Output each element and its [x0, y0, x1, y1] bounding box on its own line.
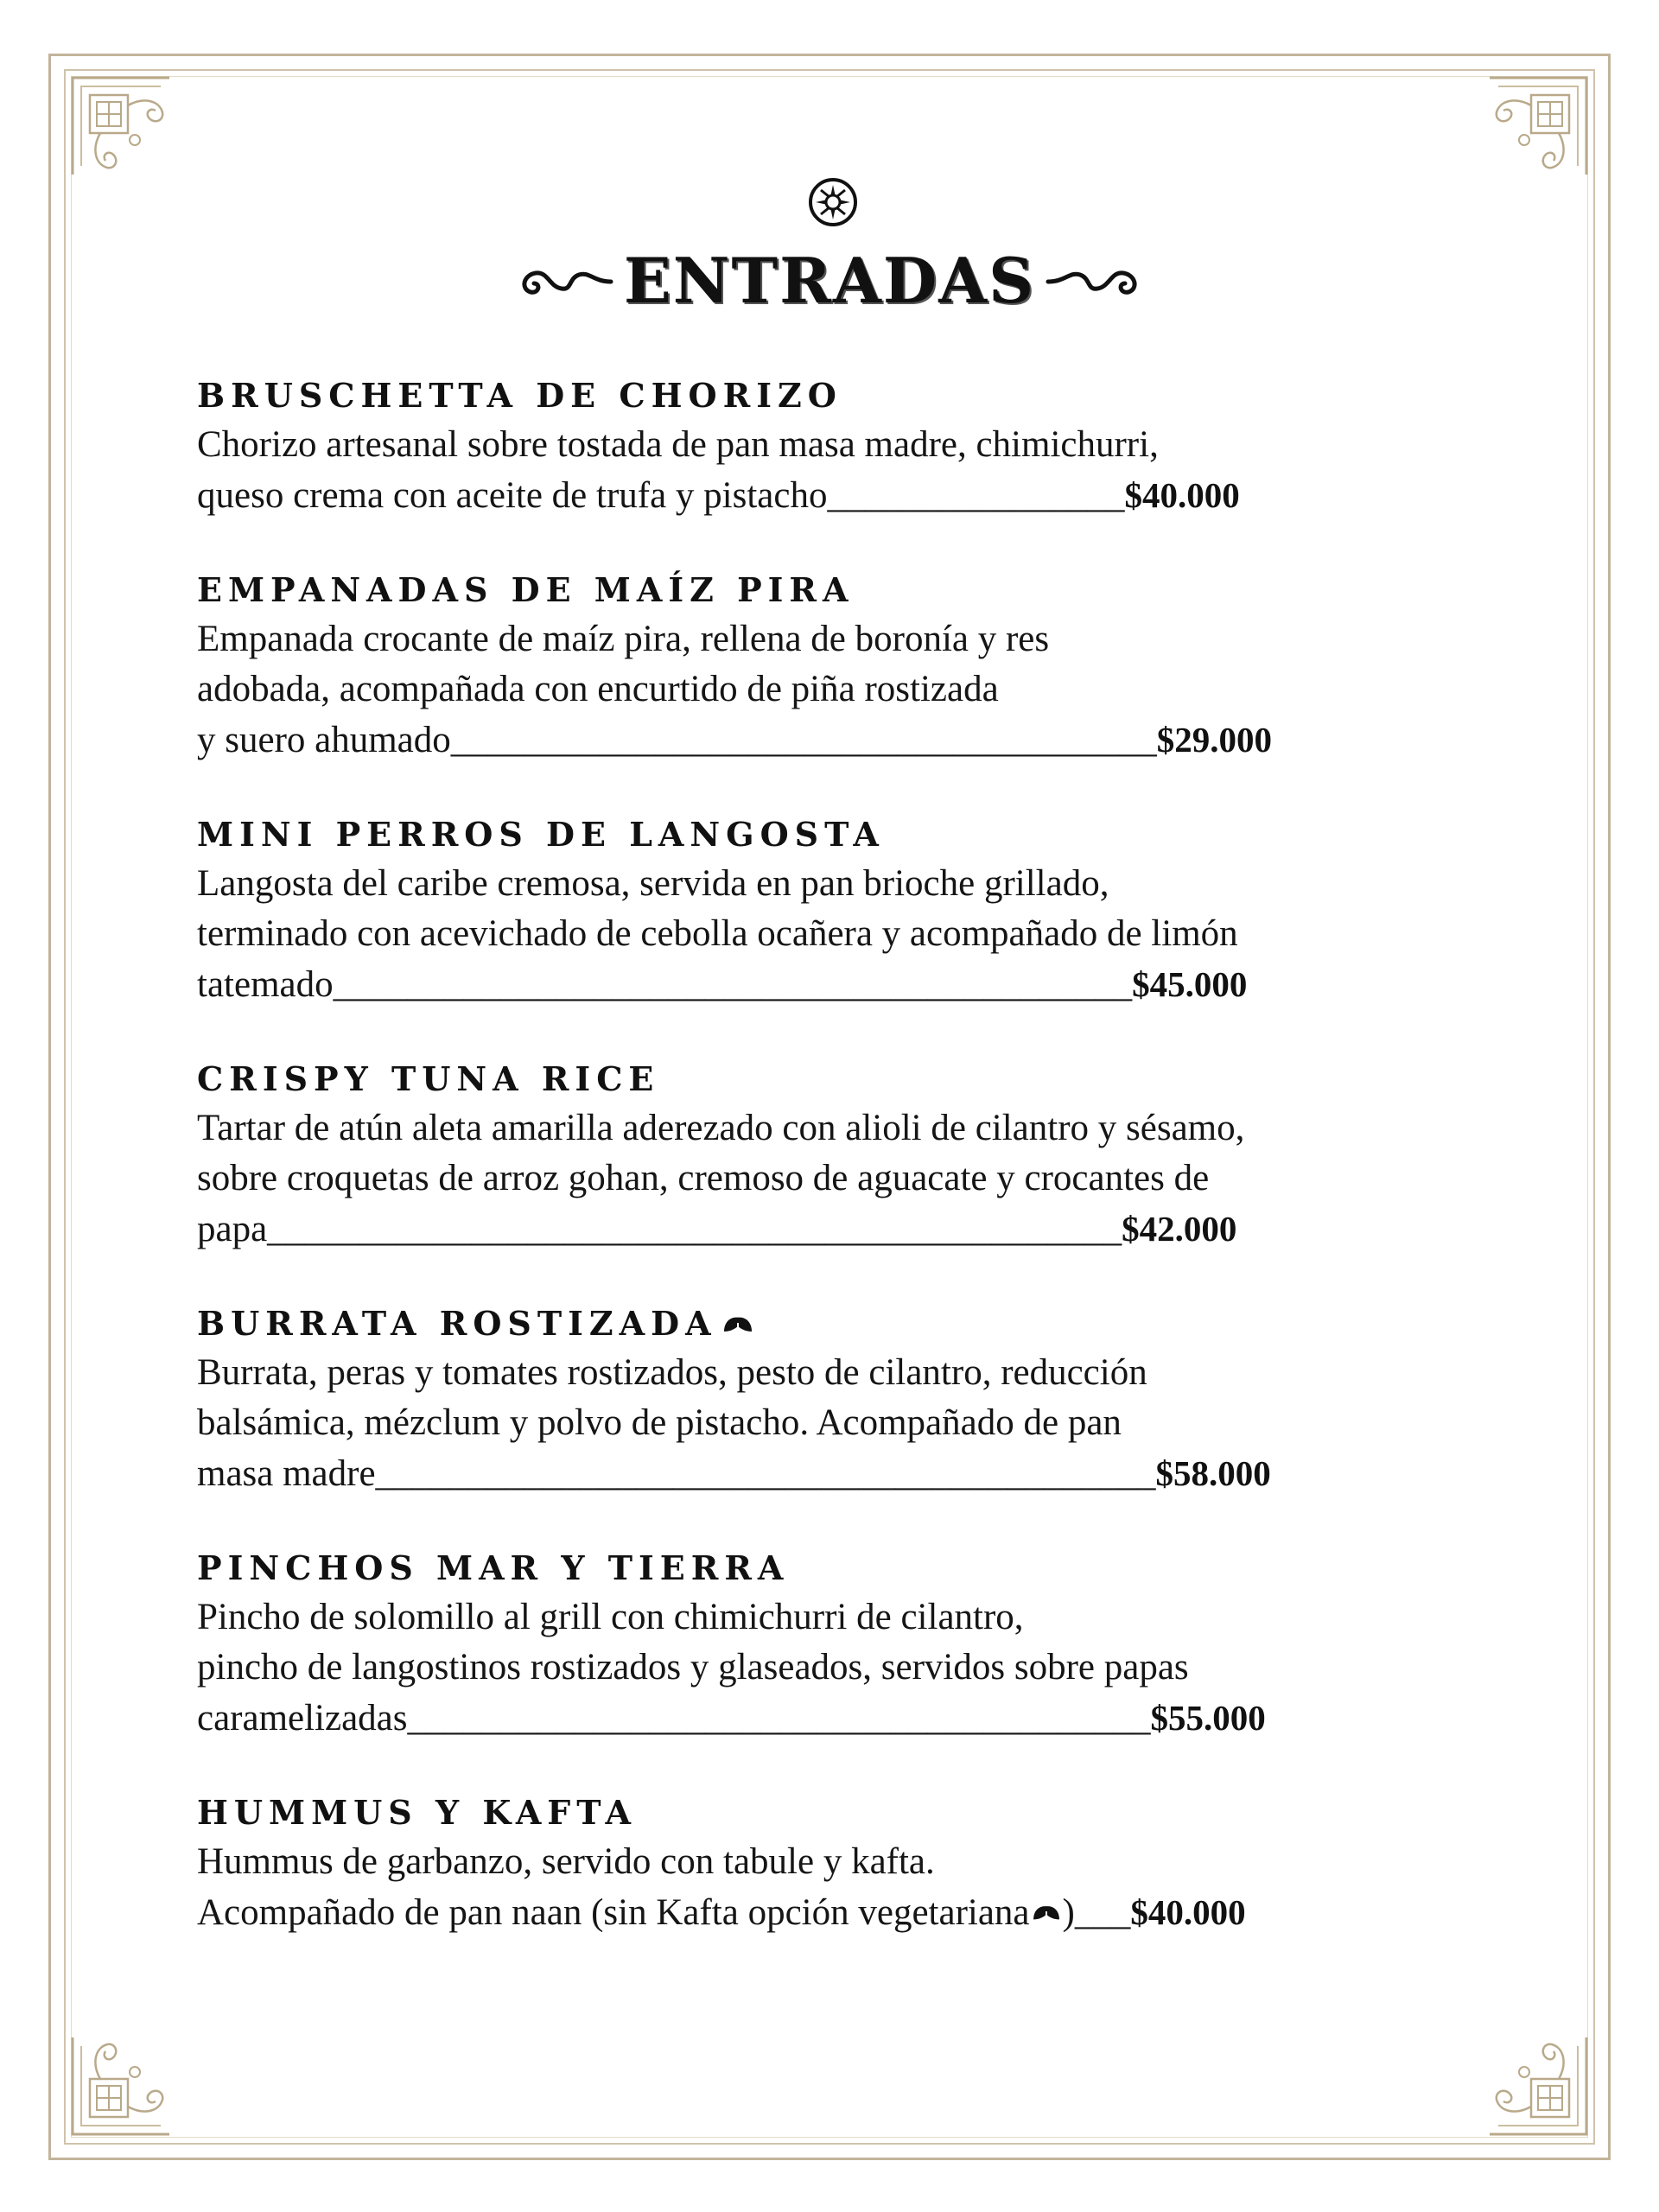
- item-price: $42.000: [1122, 1209, 1237, 1249]
- leaf-icon: [1030, 1900, 1063, 1924]
- description-line: Chorizo artesanal sobre tostada de pan masa madre, chimichurri,: [197, 424, 1159, 465]
- description-line-end: )___: [1062, 1892, 1131, 1933]
- description-last-line: [197, 1693, 1493, 1744]
- description-line: pincho de langostinos rostizados y glaseados, servidos sobre papas: [197, 1647, 1189, 1688]
- item-price: $40.000: [1124, 475, 1240, 515]
- description-line: y suero ahumado______________________________________: [197, 720, 1157, 760]
- description-last-line: [197, 959, 1493, 1010]
- description-line: Burrata, peras y tomates rostizados, pesto de cilantro, reducción: [197, 1352, 1147, 1393]
- item-name: BURRATA ROSTIZADA: [197, 1304, 717, 1343]
- item-description: [197, 859, 1493, 1010]
- menu-item: [197, 1300, 1493, 1499]
- description-line: Pincho de solomillo al grill con chimichurri de cilantro,: [197, 1597, 1024, 1637]
- description-line: Hummus de garbanzo, servido con tabule y kafta.: [197, 1841, 935, 1882]
- menu-item: [197, 1789, 1493, 1938]
- description-line: balsámica, mézclum y polvo de pistacho. Acompañado de pan: [197, 1402, 1122, 1443]
- item-name: PINCHOS MAR Y TIERRA: [197, 1548, 790, 1587]
- menu-item: [197, 1055, 1493, 1255]
- item-name: BRUSCHETTA DE CHORIZO: [197, 376, 842, 415]
- item-description: [197, 1348, 1493, 1499]
- description-line: queso crema con aceite de trufa y pistacho________________: [197, 475, 1125, 516]
- corner-ornament-icon: [66, 71, 178, 183]
- description-line: papa______________________________________________: [197, 1209, 1122, 1249]
- description-last-line: [197, 1448, 1493, 1499]
- menu-item: [197, 566, 1493, 766]
- page-title: ENTRADAS: [623, 244, 1036, 317]
- item-price: $45.000: [1132, 964, 1248, 1004]
- description-line: Langosta del caribe cremosa, servida en pan brioche grillado,: [197, 863, 1109, 904]
- corner-ornament-icon: [1481, 2029, 1593, 2141]
- item-name: CRISPY TUNA RICE: [197, 1059, 660, 1098]
- compass-emblem-icon: [807, 176, 859, 228]
- title-row: [484, 242, 1175, 320]
- description-line: terminado con acevichado de cebolla ocañera y acompañado de limón: [197, 913, 1238, 954]
- item-description: [197, 420, 1493, 521]
- description-last-line: [197, 715, 1493, 766]
- item-description: [197, 614, 1493, 766]
- description-line: Empanada crocante de maíz pira, rellena de boronía y res: [197, 619, 1050, 659]
- corner-ornament-icon: [66, 2029, 178, 2141]
- description-line: sobre croquetas de arroz gohan, cremoso de aguacate y crocantes de: [197, 1158, 1210, 1198]
- description-line: tatemado___________________________________________: [197, 964, 1133, 1005]
- corner-ornament-icon: [1481, 71, 1593, 183]
- description-line: Acompañado de pan naan (sin Kafta opción vegetariana: [197, 1892, 1030, 1933]
- menu-items: [197, 372, 1493, 1983]
- description-line: Tartar de atún aleta amarilla aderezado con alioli de cilantro y sésamo,: [197, 1108, 1245, 1148]
- leaf-icon: [721, 1311, 755, 1337]
- item-price: $29.000: [1156, 720, 1273, 760]
- item-description: [197, 1592, 1493, 1744]
- item-description: [197, 1103, 1493, 1255]
- item-name: EMPANADAS DE MAÍZ PIRA: [197, 570, 855, 609]
- description-line: caramelizadas________________________________________: [197, 1698, 1151, 1738]
- item-price: $58.000: [1155, 1453, 1271, 1493]
- description-last-line: [197, 470, 1493, 521]
- page-header: [0, 173, 1659, 320]
- item-description: [197, 1837, 1493, 1938]
- description-last-line: [197, 1204, 1493, 1255]
- description-line: adobada, acompañada con encurtido de piña rostizada: [197, 669, 999, 709]
- left-swirl-icon: [512, 259, 615, 302]
- description-last-line: [197, 1887, 1493, 1938]
- item-name-row: [197, 1300, 1493, 1348]
- menu-item: [197, 372, 1493, 521]
- description-line: masa madre__________________________________________: [197, 1453, 1156, 1494]
- item-name: HUMMUS Y KAFTA: [197, 1793, 637, 1832]
- item-price: $55.000: [1150, 1698, 1266, 1738]
- item-name: MINI PERROS DE LANGOSTA: [197, 815, 885, 854]
- right-swirl-icon: [1044, 259, 1147, 302]
- menu-item: [197, 1544, 1493, 1744]
- menu-item: [197, 810, 1493, 1010]
- item-price: $40.000: [1130, 1892, 1246, 1932]
